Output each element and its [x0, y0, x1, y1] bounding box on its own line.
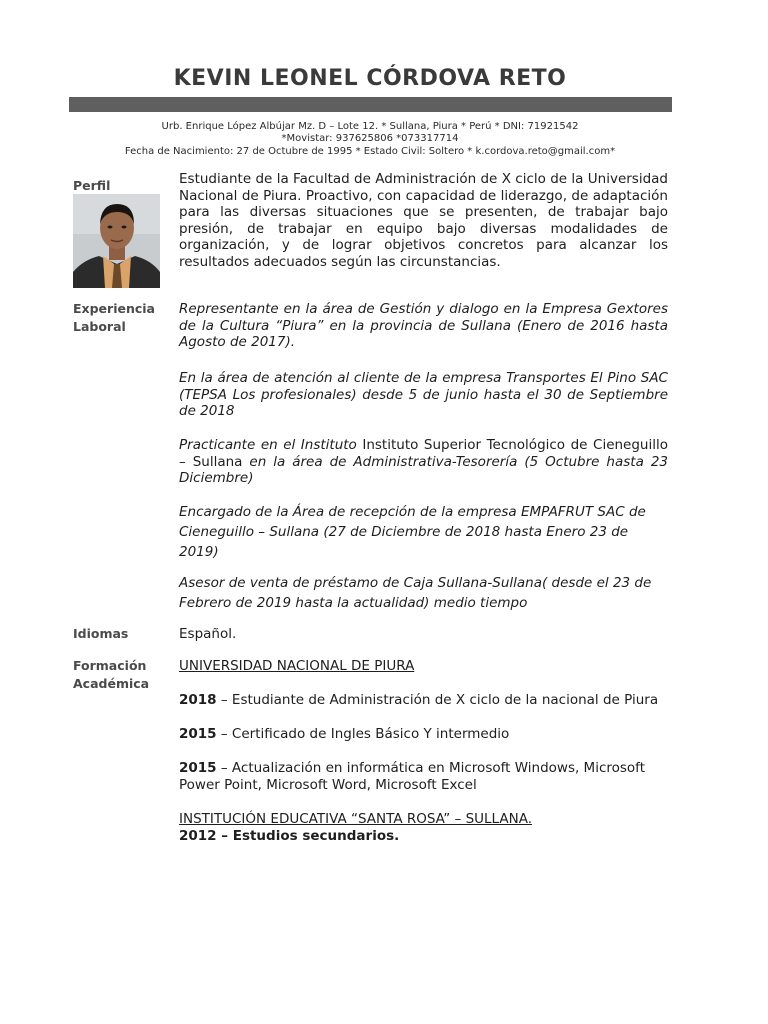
- profile-photo-image: [73, 194, 160, 288]
- header-rule: [69, 97, 672, 112]
- candidate-name: KEVIN LEONEL CÓRDOVA RETO: [173, 66, 567, 91]
- experience-item-tepsa: En la área de atención al cliente de la empresa Transportes El Pino SAC (TEPSA Los profesionales) desde 5 de junio hasta el 30 de Septiembre de 2018: [179, 370, 668, 419]
- experience-item-empafrut: Encargado de la Área de recepción de la empresa EMPAFRUT SAC de Cieneguillo – Sullana (27 de Diciembre de 2018 hasta Enero 23 de 2019): [179, 504, 646, 560]
- formacion-label-line2: Académica: [73, 676, 150, 691]
- idiomas-value: Español.: [179, 626, 237, 642]
- experience-item-instituto: [179, 437, 668, 487]
- section-label-experiencia: [73, 300, 155, 336]
- experience-instituto-role: Practicante en el Instituto: [179, 437, 357, 453]
- education-school: INSTITUCIÓN EDUCATIVA “SANTA ROSA” – SULLANA.: [179, 811, 532, 827]
- education-entry-2018-year: 2018: [179, 692, 217, 708]
- contact-birth-email: Fecha de Nacimiento: 27 de Octubre de 1995 * Estado Civil: Soltero * k.cordova.reto@gmail.com*: [124, 146, 616, 157]
- contact-phones: *Movistar: 937625806 *073317714: [281, 133, 459, 144]
- education-entry-2015-informatica: [179, 760, 674, 794]
- profile-photo: [73, 194, 160, 288]
- education-entry-2012: 2012 – Estudios secundarios.: [179, 828, 400, 844]
- education-entry-2018-text: – Estudiante de Administración de X ciclo de la nacional de Piura: [216, 692, 659, 708]
- experience-item-caja-sullana: Asesor de venta de préstamo de Caja Sullana-Sullana( desde el 23 de Febrero de 2019 hasta la actualidad) medio tiempo: [179, 575, 652, 611]
- experience-instituto-detail: en la área de Administrativa-Tesorería (5 Octubre hasta 23 Diciembre): [179, 453, 668, 486]
- education-university: UNIVERSIDAD NACIONAL DE PIURA: [179, 658, 415, 674]
- education-entry-2015a-text: – Certificado de Ingles Básico Y intermedio: [216, 726, 510, 742]
- experience-instituto-name: Instituto Superior Tecnológico de Cieneguillo – Sullana: [179, 437, 668, 470]
- education-entry-2015-ingles: [179, 726, 674, 743]
- section-label-formacion: [73, 657, 149, 693]
- perfil-text: Estudiante de la Facultad de Administración de X ciclo de la Universidad Nacional de Piura. Proactivo, con capacidad de liderazgo, de adaptación para las diversas situaciones que se presenten, de trabajar bajo presión, de trabajar en equipo bajo diversas modalidades de organización, y de lograr objetivos concretos para alcanzar los resultados adecuados según las circunstancias.: [179, 171, 668, 270]
- experience-item-gextores: Representante en la área de Gestión y dialogo en la Empresa Gextores de la Cultura “Piura” en la provincia de Sullana (Enero de 2016 hasta Agosto de 2017).: [179, 301, 668, 350]
- education-entry-2015b-text: – Actualización en informática en Microsoft Windows, Microsoft Power Point, Microsoft Word, Microsoft Excel: [179, 760, 645, 793]
- section-label-perfil: Perfil: [73, 178, 111, 193]
- education-entry-2015b-year: 2015: [179, 760, 217, 776]
- formacion-label-line1: Formación: [73, 658, 147, 673]
- section-label-idiomas: Idiomas: [73, 626, 129, 641]
- education-entry-2018: [179, 692, 674, 709]
- experiencia-label-line1: Experiencia: [73, 301, 155, 316]
- experiencia-label-line2: Laboral: [73, 319, 126, 334]
- education-entry-2015a-year: 2015: [179, 726, 217, 742]
- contact-address: Urb. Enrique López Albújar Mz. D – Lote 12. * Sullana, Piura * Perú * DNI: 71921542: [161, 121, 579, 132]
